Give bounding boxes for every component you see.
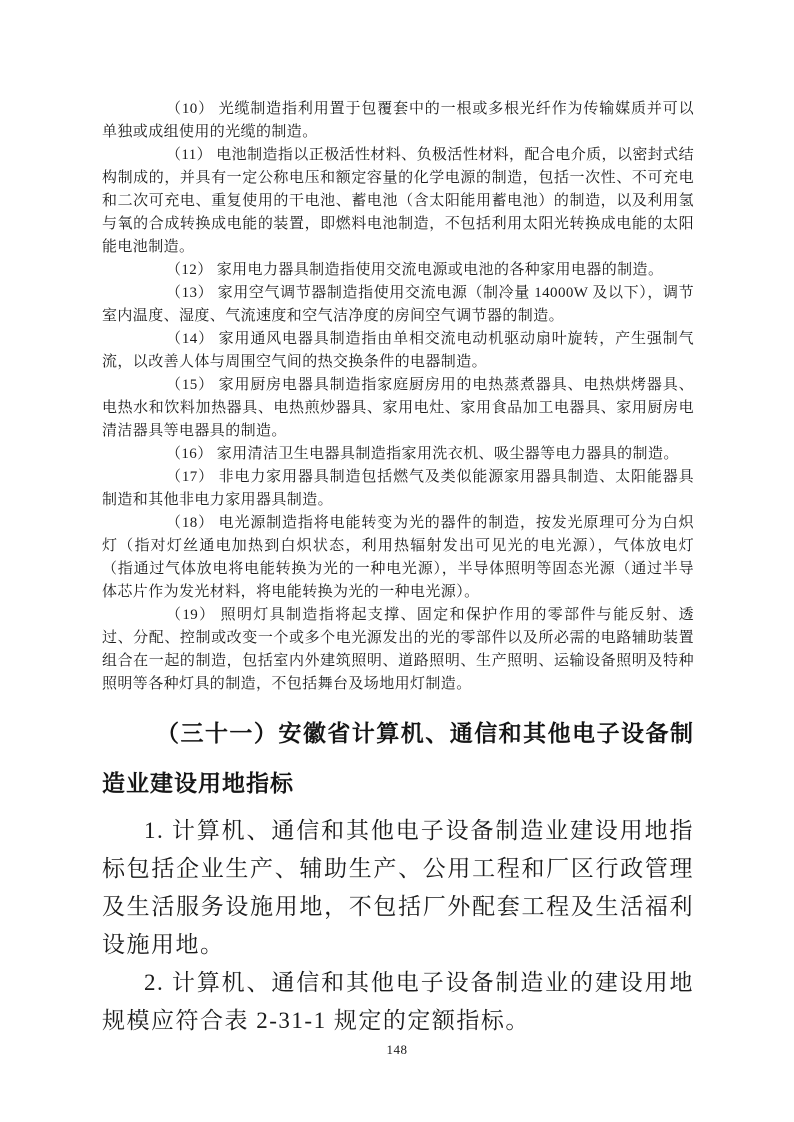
clause-16: （16） 家用清洁卫生电器具制造指家用洗衣机、吸尘器等电力器具的制造。 [166,446,679,462]
clause-12: （12） 家用电力器具制造指使用交流电源或电池的各种家用电器的制造。 [166,262,664,278]
clause-17: （17） 非电力家用器具制造包括燃气及类似能源家用器具制造、太阳能器具制造和其他非电力家用器具制造。 [102,469,694,508]
clause-14: （14） 家用通风电器具制造指由单相交流电动机驱动扇叶旋转，产生强制气流，以改善人体与周围空气间的热交换条件的电器制造。 [102,331,694,370]
clause-19: （19） 照明灯具制造指将起支撑、固定和保护作用的零部件与能反射、透过、分配、控制或改变一个或多个电光源发出的光的零部件以及所必需的电路辅助装置组合在一起的制造，包括室内外建筑照明、道路照明、生产照明、运输设备照明及特种照明等各种灯具的制造，不包括舞台及场地用灯制造。 [102,607,694,692]
clause-13: （13） 家用空气调节器制造指使用交流电源（制冷量 14000W 及以下），调节室内温度、湿度、气流速度和空气洁净度的房间空气调节器的制造。 [102,285,694,324]
document-content [102,98,694,1040]
section-heading: （三十一）安徽省计算机、通信和其他电子设备制造业建设用地指标 [102,720,694,796]
clause-10: （10） 光缆制造指利用置于包覆套中的一根或多根光纤作为传输媒质并可以单独或成组使用的光缆的制造。 [102,101,694,140]
clause-18: （18） 电光源制造指将电能转变为光的器件的制造，按发光原理可分为白炽灯（指对灯丝通电加热到白炽状态，利用热辐射发出可见光的电光源），气体放电灯（指通过气体放电将电能转换为光的一种电光源），半导体照明等固态光源（通过半导体芯片作为发光材料，将电能转换为光的一种电光源）。 [102,515,694,600]
page-number: 148 [386,1042,408,1057]
section-body [102,812,694,1040]
section-paragraph-1: 1. 计算机、通信和其他电子设备制造业建设用地指标包括企业生产、辅助生产、公用工程和厂区行政管理及生活服务设施用地，不包括厂外配套工程及生活福利设施用地。 [102,818,694,957]
clause-11: （11） 电池制造指以正极活性材料、负极活性材料，配合电介质，以密封式结构制成的，并具有一定公称电压和额定容量的化学电源的制造，包括一次性、不可充电和二次可充电、重复使用的干电池、蓄电池（含太阳能用蓄电池）的制造，以及利用氢与氧的合成转换成电能的装置，即燃料电池制造，不包括利用太阳光转换成电能的太阳能电池制造。 [102,147,694,255]
clause-15: （15） 家用厨房电器具制造指家庭厨房用的电热蒸煮器具、电热烘烤器具、电热水和饮料加热器具、电热煎炒器具、家用电灶、家用食品加工电器具、家用厨房电清洁器具等电器具的制造。 [102,377,694,439]
section-paragraph-2: 2. 计算机、通信和其他电子设备制造业的建设用地规模应符合表 2-31-1 规定的定额指标。 [102,970,694,1033]
